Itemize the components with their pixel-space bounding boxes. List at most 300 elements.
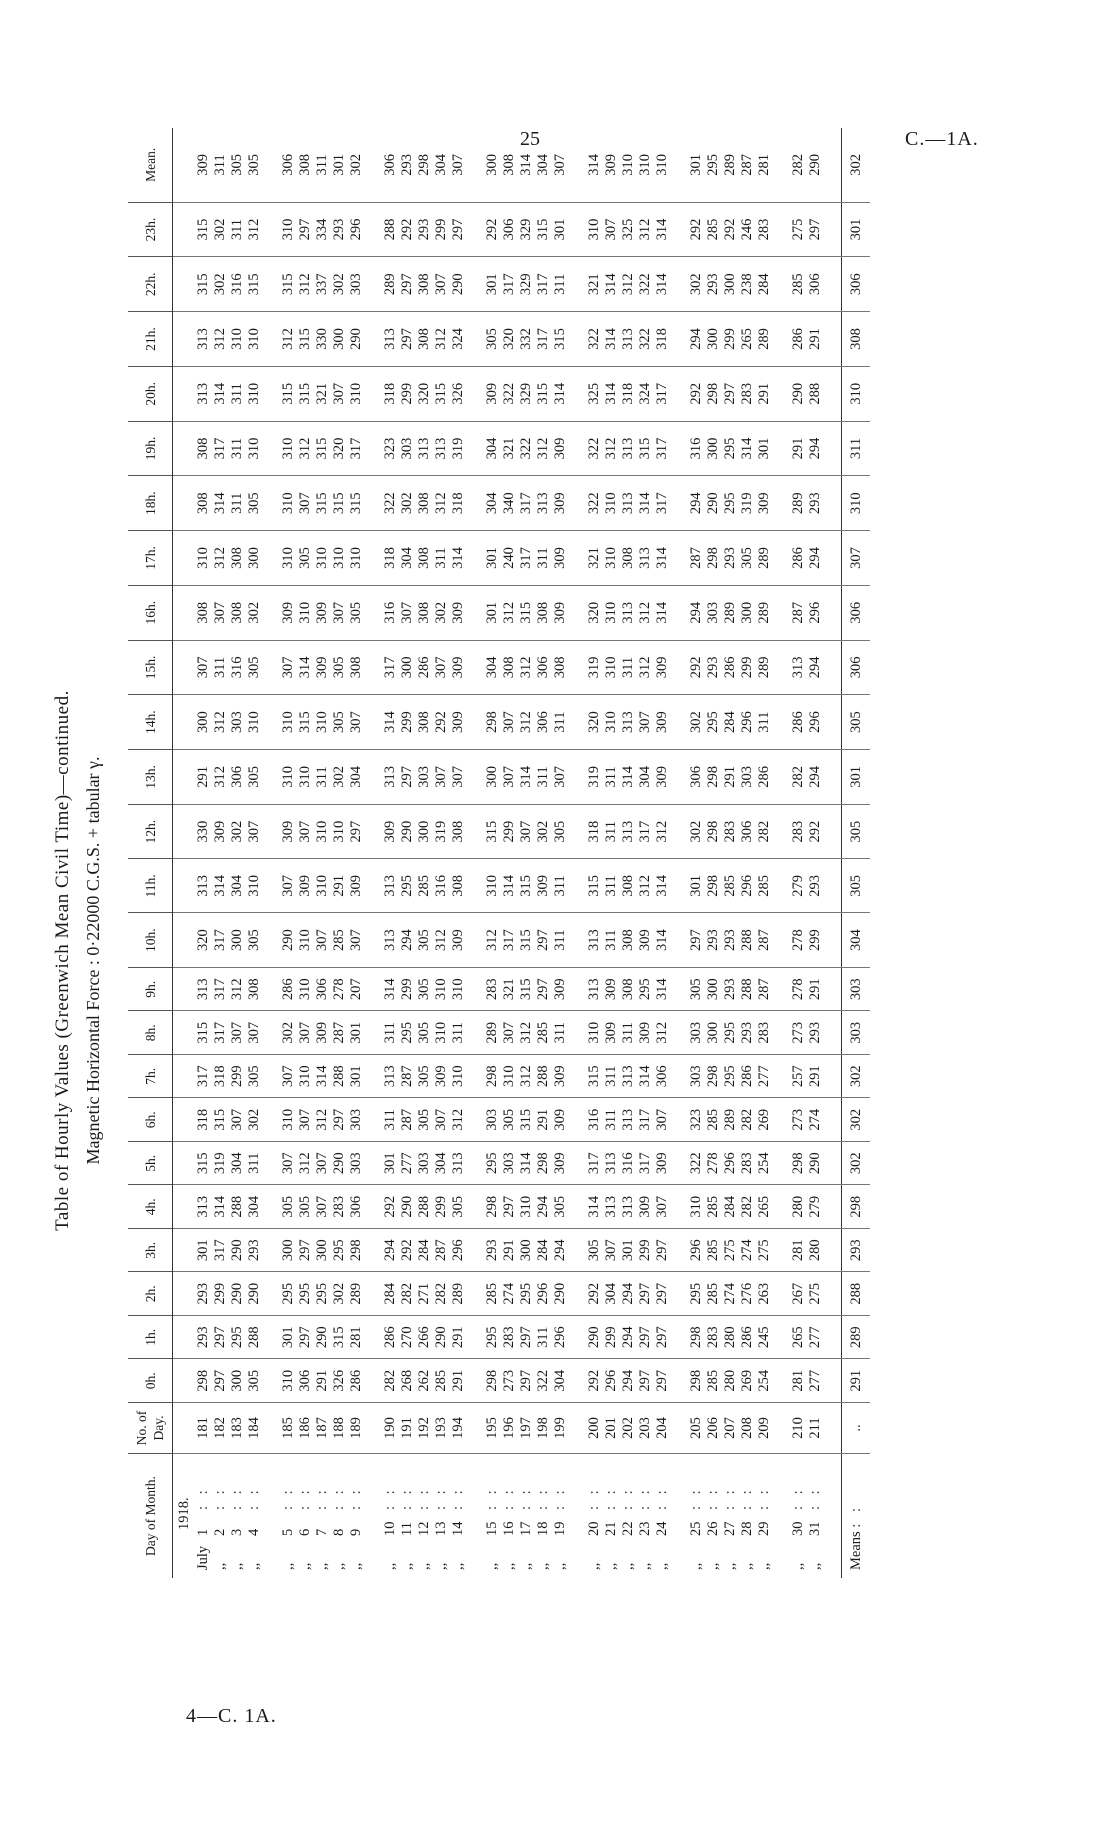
hourly-value: 297 xyxy=(212,1316,229,1360)
hourly-value: 308 xyxy=(620,531,637,586)
hourly-value: 299 xyxy=(722,312,739,367)
hourly-value: 311 xyxy=(450,1011,467,1055)
day-label: 22 xyxy=(620,1521,636,1536)
year-label: 1918. xyxy=(175,1497,192,1530)
hourly-value: 319 xyxy=(586,640,603,695)
hourly-value: 324 xyxy=(450,312,467,367)
hourly-value: 312 xyxy=(297,1142,314,1186)
hourly-value: 297 xyxy=(518,1316,535,1360)
hourly-value: 313 xyxy=(195,968,212,1012)
hourly-value: 315 xyxy=(518,585,535,640)
hourly-value: 319 xyxy=(586,750,603,805)
leader-dots: : : xyxy=(433,1486,449,1510)
hourly-value: 284 xyxy=(416,1229,433,1273)
hourly-value: 317 xyxy=(518,476,535,531)
hourly-value: 313 xyxy=(433,421,450,476)
hourly-value: 301 xyxy=(552,202,569,257)
hourly-value: 307 xyxy=(314,913,331,968)
hourly-value: 310 xyxy=(518,1185,535,1229)
mean-value: 281 xyxy=(756,128,773,202)
hourly-value: 303 xyxy=(688,1055,705,1099)
hourly-value: 321 xyxy=(314,366,331,421)
hourly-value: 278 xyxy=(790,968,807,1012)
leader-dots: : : xyxy=(314,1486,330,1510)
hourly-value: 291 xyxy=(314,1359,331,1403)
hourly-value: 309 xyxy=(484,366,501,421)
hourly-value: 322 xyxy=(586,421,603,476)
day-number: 203 xyxy=(637,1403,654,1454)
leader-dots: : : xyxy=(790,1486,806,1510)
hourly-value: 292 xyxy=(688,366,705,421)
hourly-value: 297 xyxy=(722,366,739,421)
hourly-value: 295 xyxy=(722,1055,739,1099)
table-row xyxy=(637,128,654,1578)
hourly-value: 299 xyxy=(433,1185,450,1229)
hourly-value: 303 xyxy=(348,1098,365,1142)
hourly-value: 288 xyxy=(416,1185,433,1229)
day-number: 200 xyxy=(586,1403,603,1454)
hourly-value: 298 xyxy=(705,804,722,859)
hourly-value: 317 xyxy=(212,1011,229,1055)
hourly-value: 301 xyxy=(756,421,773,476)
month-label: ,, xyxy=(382,1562,398,1570)
day-number: 201 xyxy=(603,1403,620,1454)
hourly-value: 270 xyxy=(399,1316,416,1360)
hourly-value: 207 xyxy=(348,968,365,1012)
table-row xyxy=(450,128,467,1578)
column-header: 8h. xyxy=(128,1011,173,1055)
hourly-value: 307 xyxy=(450,750,467,805)
hourly-value: 310 xyxy=(297,968,314,1012)
hourly-value: 291 xyxy=(842,1359,871,1403)
hourly-value: 285 xyxy=(535,1011,552,1055)
day-number: 185 xyxy=(280,1403,297,1454)
month-label: ,, xyxy=(416,1562,432,1570)
hourly-value: 310 xyxy=(842,476,871,531)
hourly-value: 288 xyxy=(246,1316,263,1360)
hourly-value: 315 xyxy=(212,1098,229,1142)
hourly-value: 280 xyxy=(722,1359,739,1403)
day-number: 194 xyxy=(450,1403,467,1454)
hourly-value: 301 xyxy=(382,1142,399,1186)
hourly-value: 288 xyxy=(739,968,756,1012)
hourly-value: 310 xyxy=(280,202,297,257)
hourly-value: 305 xyxy=(552,1185,569,1229)
hourly-value: 307 xyxy=(433,750,450,805)
column-header: 11h. xyxy=(128,859,173,913)
hourly-value: 307 xyxy=(637,695,654,750)
hourly-value: 300 xyxy=(416,804,433,859)
hourly-value: 305 xyxy=(416,913,433,968)
hourly-value: 290 xyxy=(246,1272,263,1316)
table-row xyxy=(399,128,416,1578)
hourly-value: 297 xyxy=(654,1272,671,1316)
hourly-value: 309 xyxy=(552,421,569,476)
hourly-value: 293 xyxy=(722,968,739,1012)
hourly-value: 306 xyxy=(314,968,331,1012)
day-number: 195 xyxy=(484,1403,501,1454)
hourly-value: 315 xyxy=(280,366,297,421)
month-label: ,, xyxy=(280,1562,296,1570)
hourly-value: 307 xyxy=(433,257,450,312)
hourly-value: 309 xyxy=(314,1011,331,1055)
hourly-value: 307 xyxy=(280,1142,297,1186)
hourly-value: 311 xyxy=(842,421,871,476)
hourly-value: 290 xyxy=(229,1272,246,1316)
column-header: 0h. xyxy=(128,1359,173,1403)
day-label: 19 xyxy=(552,1521,568,1536)
hourly-value: 315 xyxy=(518,1098,535,1142)
day-label: 1 xyxy=(195,1528,211,1536)
month-label: ,, xyxy=(450,1562,466,1570)
hourly-value: 297 xyxy=(297,1229,314,1273)
column-header: Day of Month. xyxy=(128,1454,173,1579)
hourly-value: 310 xyxy=(280,750,297,805)
column-header: 5h. xyxy=(128,1142,173,1186)
hourly-value: 319 xyxy=(450,421,467,476)
hourly-value: 307 xyxy=(552,750,569,805)
hourly-value: 312 xyxy=(450,1098,467,1142)
hourly-value: 299 xyxy=(229,1055,246,1099)
column-header: 9h. xyxy=(128,968,173,1012)
hourly-value: 315 xyxy=(314,421,331,476)
hourly-value: 308 xyxy=(620,913,637,968)
hourly-value: 284 xyxy=(535,1229,552,1273)
hourly-value: 308 xyxy=(416,476,433,531)
hourly-value: 311 xyxy=(603,1055,620,1099)
hourly-value: 311 xyxy=(382,1011,399,1055)
hourly-value: 310 xyxy=(314,804,331,859)
hourly-value: 317 xyxy=(212,913,229,968)
mean-value: 309 xyxy=(603,128,620,202)
hourly-value: 286 xyxy=(348,1359,365,1403)
hourly-value: 311 xyxy=(603,1098,620,1142)
hourly-value: 310 xyxy=(603,531,620,586)
hourly-value: 309 xyxy=(637,1011,654,1055)
hourly-value: 279 xyxy=(807,1185,824,1229)
hourly-value: 286 xyxy=(790,531,807,586)
hourly-value: 312 xyxy=(212,312,229,367)
hourly-value: 316 xyxy=(620,1142,637,1186)
hourly-value: 306 xyxy=(739,804,756,859)
hourly-value: 313 xyxy=(382,913,399,968)
hourly-value: 296 xyxy=(552,1316,569,1360)
column-header: 17h. xyxy=(128,531,173,586)
month-label: ,, xyxy=(603,1562,619,1570)
hourly-value: 311 xyxy=(620,640,637,695)
hourly-value: 290 xyxy=(229,1229,246,1273)
table-row xyxy=(501,128,518,1578)
hourly-value: 313 xyxy=(195,366,212,421)
hourly-value: 292 xyxy=(688,202,705,257)
leader-dots: : : xyxy=(807,1486,823,1510)
hourly-value: 290 xyxy=(280,913,297,968)
table-row xyxy=(756,128,773,1578)
hourly-value: 311 xyxy=(603,804,620,859)
hourly-value: 307 xyxy=(433,640,450,695)
hourly-value: 312 xyxy=(212,750,229,805)
hourly-value: 314 xyxy=(637,476,654,531)
table-row xyxy=(297,128,314,1578)
hourly-value: 269 xyxy=(756,1098,773,1142)
hourly-value: 307 xyxy=(297,1098,314,1142)
hourly-value: 310 xyxy=(450,1055,467,1099)
mean-value: 289 xyxy=(722,128,739,202)
group-spacer xyxy=(365,128,382,1578)
hourly-value: 297 xyxy=(535,968,552,1012)
hourly-value: 300 xyxy=(484,750,501,805)
hourly-value: 321 xyxy=(501,421,518,476)
hourly-value: 293 xyxy=(705,913,722,968)
day-number: 186 xyxy=(297,1403,314,1454)
hourly-value: 283 xyxy=(722,804,739,859)
hourly-value: 305 xyxy=(416,1098,433,1142)
hourly-value: 286 xyxy=(790,312,807,367)
hourly-value: 284 xyxy=(382,1272,399,1316)
hourly-value: 312 xyxy=(637,859,654,913)
hourly-value: 314 xyxy=(654,257,671,312)
hourly-value: 298 xyxy=(348,1229,365,1273)
hourly-value: 314 xyxy=(212,366,229,421)
hourly-value: 314 xyxy=(501,859,518,913)
hourly-value: 307 xyxy=(348,695,365,750)
hourly-value: 287 xyxy=(399,1055,416,1099)
hourly-value: 304 xyxy=(433,1142,450,1186)
hourly-value: 317 xyxy=(654,366,671,421)
hourly-value: 310 xyxy=(280,531,297,586)
hourly-value: 304 xyxy=(229,859,246,913)
leader-dots: : : xyxy=(212,1486,228,1510)
hourly-value: 301 xyxy=(280,1316,297,1360)
hourly-value: 315 xyxy=(195,1142,212,1186)
hourly-value: 290 xyxy=(552,1272,569,1316)
hourly-value: 309 xyxy=(552,1142,569,1186)
hourly-value: 306 xyxy=(688,750,705,805)
hourly-value: 317 xyxy=(586,1142,603,1186)
hourly-value: 314 xyxy=(586,1185,603,1229)
hourly-value: 312 xyxy=(280,312,297,367)
leader-dots: : : xyxy=(518,1486,534,1510)
hourly-value: 266 xyxy=(416,1316,433,1360)
leader-dots: : : xyxy=(246,1486,262,1510)
hourly-value: 310 xyxy=(603,585,620,640)
hourly-value: 277 xyxy=(756,1055,773,1099)
hourly-value: 240 xyxy=(501,531,518,586)
hourly-value: 313 xyxy=(382,750,399,805)
month-label: ,, xyxy=(552,1562,568,1570)
hourly-value: 297 xyxy=(654,1359,671,1403)
day-number: 187 xyxy=(314,1403,331,1454)
hourly-value: 310 xyxy=(297,750,314,805)
hourly-value: 315 xyxy=(195,1011,212,1055)
hourly-value: 302 xyxy=(331,257,348,312)
hourly-value: 311 xyxy=(756,695,773,750)
hourly-value: 311 xyxy=(229,421,246,476)
day-label: 29 xyxy=(756,1521,772,1536)
mean-value: 314 xyxy=(586,128,603,202)
leader-dots: : : xyxy=(637,1486,653,1510)
hourly-value: 273 xyxy=(501,1359,518,1403)
hourly-value: 310 xyxy=(297,913,314,968)
mean-value: 302 xyxy=(842,128,871,202)
hourly-value: 265 xyxy=(790,1316,807,1360)
hourly-value: 311 xyxy=(314,750,331,805)
hourly-value: 296 xyxy=(807,585,824,640)
hourly-value: 309 xyxy=(280,585,297,640)
hourly-value: 301 xyxy=(842,750,871,805)
hourly-value: 316 xyxy=(433,859,450,913)
hourly-value: 275 xyxy=(807,1272,824,1316)
hourly-value: 309 xyxy=(654,750,671,805)
hourly-value: 292 xyxy=(586,1272,603,1316)
hourly-value: 294 xyxy=(620,1272,637,1316)
column-header: 13h. xyxy=(128,750,173,805)
hourly-value: 305 xyxy=(246,750,263,805)
mean-value: 295 xyxy=(705,128,722,202)
hourly-value: 310 xyxy=(280,421,297,476)
hourly-value: 305 xyxy=(842,859,871,913)
hourly-value: 314 xyxy=(212,859,229,913)
hourly-value: 307 xyxy=(212,585,229,640)
hourly-value: 287 xyxy=(433,1229,450,1273)
column-header: 21h. xyxy=(128,312,173,367)
hourly-value: 314 xyxy=(739,421,756,476)
hourly-value: 283 xyxy=(705,1316,722,1360)
table-row xyxy=(739,128,756,1578)
hourly-value: 257 xyxy=(790,1055,807,1099)
hourly-value: 301 xyxy=(195,1229,212,1273)
hourly-value: 320 xyxy=(195,913,212,968)
column-header: 20h. xyxy=(128,366,173,421)
mean-value: 293 xyxy=(399,128,416,202)
hourly-value: 302 xyxy=(688,695,705,750)
table-row xyxy=(212,128,229,1578)
hourly-value: 301 xyxy=(348,1055,365,1099)
hourly-value: 305 xyxy=(842,695,871,750)
hourly-value: 293 xyxy=(331,202,348,257)
hourly-value: 293 xyxy=(705,257,722,312)
hourly-value: 282 xyxy=(739,1098,756,1142)
hourly-value: 315 xyxy=(195,257,212,312)
hourly-value: 305 xyxy=(297,531,314,586)
hourly-value: 312 xyxy=(433,913,450,968)
hourly-value: 316 xyxy=(586,1098,603,1142)
hourly-value: 325 xyxy=(620,202,637,257)
hourly-value: 310 xyxy=(433,1011,450,1055)
hourly-value: 304 xyxy=(246,1185,263,1229)
hourly-value: 315 xyxy=(297,366,314,421)
hourly-value: 305 xyxy=(688,968,705,1012)
hourly-value: 314 xyxy=(212,1185,229,1229)
table-row xyxy=(484,128,501,1578)
hourly-value: 289 xyxy=(756,640,773,695)
day-label: 10 xyxy=(382,1521,398,1536)
hourly-value: 281 xyxy=(790,1229,807,1273)
hourly-value: 298 xyxy=(688,1359,705,1403)
hourly-value: 314 xyxy=(603,312,620,367)
table-row xyxy=(416,128,433,1578)
leader-dots: : : xyxy=(586,1486,602,1510)
hourly-value: 301 xyxy=(688,859,705,913)
month-label: ,, xyxy=(484,1562,500,1570)
hourly-value: 303 xyxy=(348,257,365,312)
hourly-value: 291 xyxy=(807,968,824,1012)
mean-value: 307 xyxy=(552,128,569,202)
hourly-value: 301 xyxy=(484,257,501,312)
hourly-value: 286 xyxy=(790,695,807,750)
hourly-value: 314 xyxy=(654,913,671,968)
hourly-value: 307 xyxy=(842,531,871,586)
hourly-value: 325 xyxy=(586,366,603,421)
hourly-value: 310 xyxy=(348,531,365,586)
month-label: ,, xyxy=(586,1562,602,1570)
hourly-value: 318 xyxy=(382,366,399,421)
hourly-value: 309 xyxy=(603,1011,620,1055)
hourly-value: 329 xyxy=(518,202,535,257)
hourly-value: 316 xyxy=(688,421,705,476)
day-label: 5 xyxy=(280,1528,296,1536)
hourly-value: 297 xyxy=(518,1359,535,1403)
hourly-value: 313 xyxy=(450,1142,467,1186)
column-header: 18h. xyxy=(128,476,173,531)
hourly-value: 311 xyxy=(552,913,569,968)
hourly-value: 280 xyxy=(807,1229,824,1273)
mean-value: 282 xyxy=(790,128,807,202)
hourly-value: 290 xyxy=(790,366,807,421)
hourly-value: 298 xyxy=(484,695,501,750)
hourly-value: 307 xyxy=(314,1185,331,1229)
day-label: 13 xyxy=(433,1521,449,1536)
month-label: ,, xyxy=(501,1562,517,1570)
hourly-value: 318 xyxy=(195,1098,212,1142)
hourly-value: 301 xyxy=(348,1011,365,1055)
hourly-value: 295 xyxy=(637,968,654,1012)
hourly-value: 305 xyxy=(348,585,365,640)
hourly-value: 313 xyxy=(620,312,637,367)
hourly-value: 298 xyxy=(790,1142,807,1186)
leader-dots: : : xyxy=(705,1486,721,1510)
table-row xyxy=(229,128,246,1578)
table-row xyxy=(195,128,212,1578)
hourly-value: 313 xyxy=(195,312,212,367)
hourly-value: 288 xyxy=(535,1055,552,1099)
hourly-value: 269 xyxy=(739,1359,756,1403)
hourly-value: 315 xyxy=(552,312,569,367)
hourly-value: 306 xyxy=(842,640,871,695)
table-row xyxy=(603,128,620,1578)
hourly-value: 304 xyxy=(842,913,871,968)
hourly-value: 312 xyxy=(518,695,535,750)
hourly-value: 302 xyxy=(212,202,229,257)
hourly-value: 312 xyxy=(484,913,501,968)
group-spacer xyxy=(824,128,842,1578)
leader-dots: : : xyxy=(229,1486,245,1510)
hourly-value: 307 xyxy=(331,366,348,421)
hourly-value: 295 xyxy=(722,421,739,476)
table-row xyxy=(654,128,671,1578)
hourly-value: 300 xyxy=(331,312,348,367)
mean-value: 311 xyxy=(212,128,229,202)
leader-dots: : : xyxy=(501,1486,517,1510)
leader-dots: : : xyxy=(382,1486,398,1510)
hourly-value: 299 xyxy=(501,804,518,859)
column-header: 23h. xyxy=(128,202,173,257)
hourly-value: 320 xyxy=(416,366,433,421)
leader-dots: : : xyxy=(450,1486,466,1510)
hourly-value: 303 xyxy=(842,1011,871,1055)
hourly-value: 309 xyxy=(637,1185,654,1229)
hourly-value: 304 xyxy=(229,1142,246,1186)
